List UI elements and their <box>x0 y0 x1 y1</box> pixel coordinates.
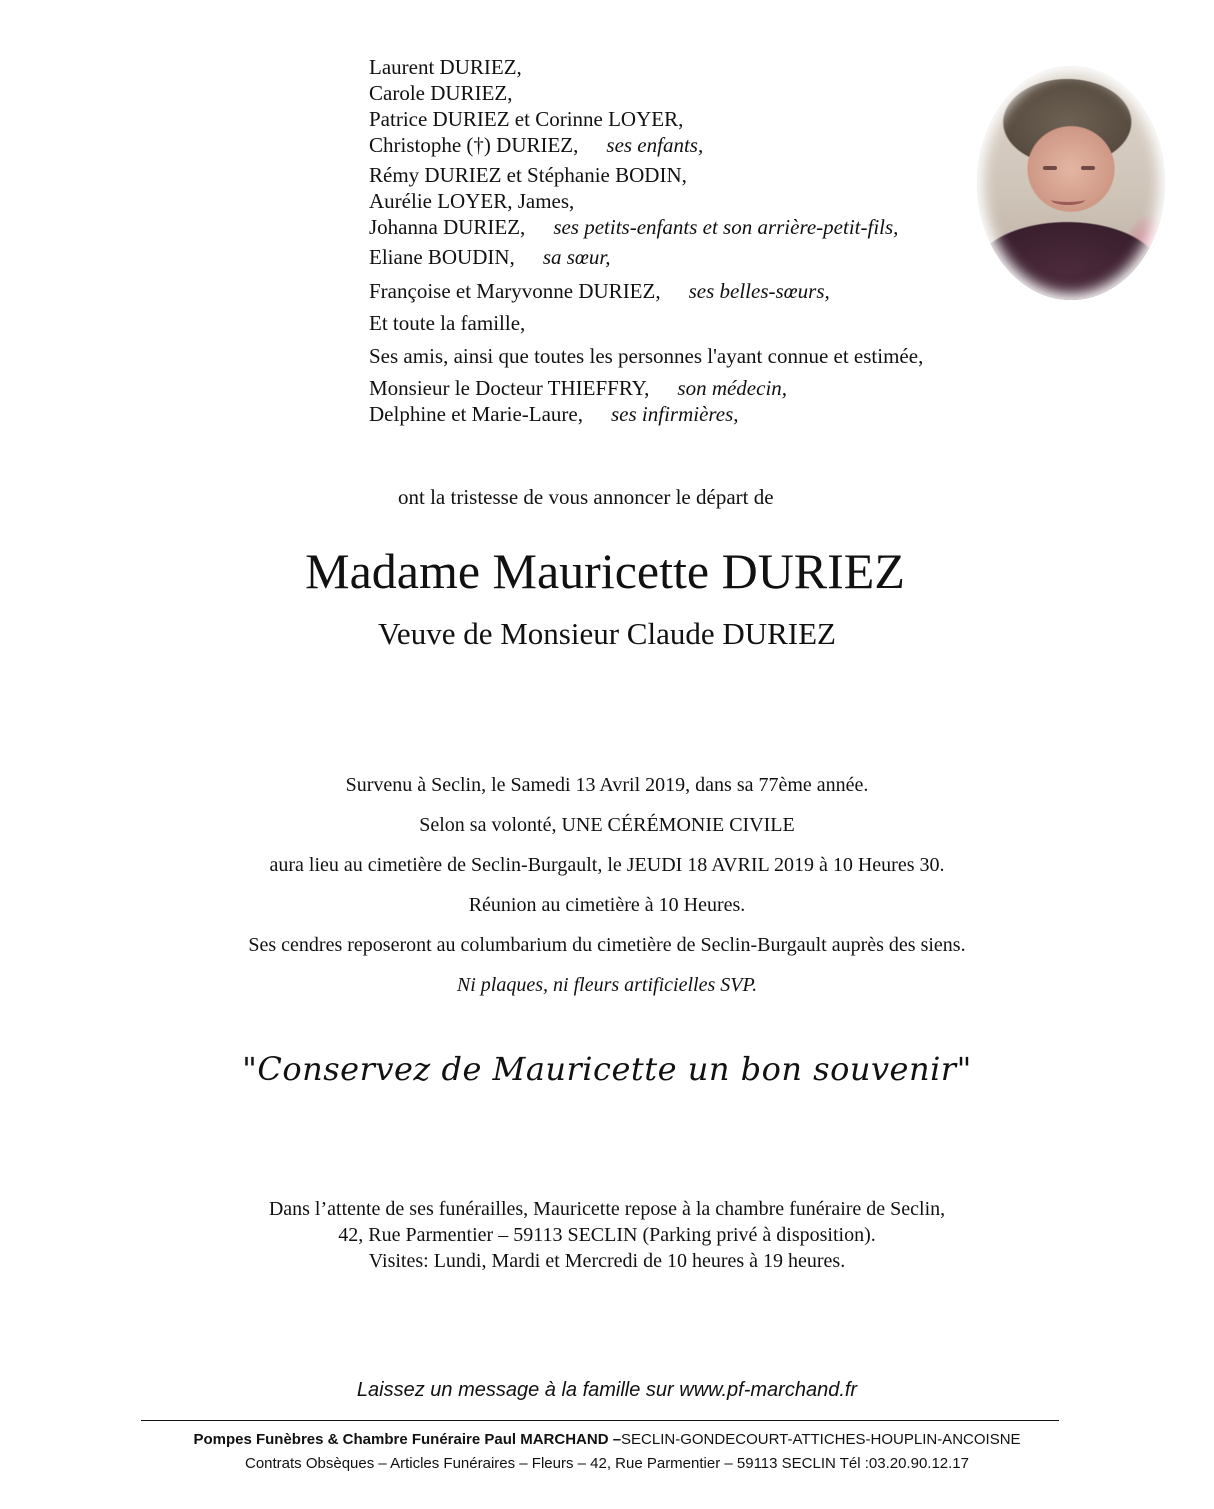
portrait-mouth <box>1051 194 1085 205</box>
family-line: Eliane BOUDIN, sa sœur, <box>369 245 611 269</box>
family-line: Delphine et Marie-Laure, ses infirmières, <box>369 402 739 426</box>
deceased-name: Madame Mauricette DURIEZ <box>305 543 905 599</box>
resting-line: Visites: Lundi, Mardi et Mercredi de 10 heures à 19 heures. <box>368 1250 846 1272</box>
resting-info <box>0 1196 1214 1274</box>
family-line: Laurent DURIEZ, <box>369 55 522 79</box>
relation: ses enfants, <box>606 133 704 157</box>
footer-services: Contrats Obsèques – Articles Funéraires – Fleurs – 42, Rue Parmentier – 59113 SECLIN Tél :03.20.90.12.17 <box>244 1455 969 1472</box>
detail-line: aura lieu au cimetière de Seclin-Burgault, le JEUDI 18 AVRIL 2019 à 10 Heures 30. <box>269 854 945 876</box>
widow-of: Veuve de Monsieur Claude DURIEZ <box>377 616 836 651</box>
company-locations: SECLIN-GONDECOURT-ATTICHES-HOUPLIN-ANCOISNE <box>621 1431 1021 1448</box>
family-line: Ses amis, ainsi que toutes les personnes l'ayant connue et estimée, <box>369 344 924 368</box>
family-list <box>369 54 923 427</box>
relation: ses petits-enfants et son arrière-petit-fils, <box>553 215 899 239</box>
announcement: ont la tristesse de vous annoncer le départ de <box>398 485 774 509</box>
resting-line: Dans l’attente de ses funérailles, Mauricette repose à la chambre funéraire de Seclin, <box>268 1198 946 1220</box>
resting-line: 42, Rue Parmentier – 59113 SECLIN (Parking privé à disposition). <box>338 1224 876 1246</box>
family-line: Et toute la famille, <box>369 311 526 335</box>
relation: ses belles-sœurs, <box>688 279 830 303</box>
portrait-photo <box>977 66 1165 300</box>
detail-line: Survenu à Seclin, le Samedi 13 Avril 2019, dans sa 77ème année. <box>345 774 869 796</box>
relation: son médecin, <box>677 376 788 400</box>
ceremony-details <box>0 770 1214 1010</box>
family-line: Rémy DURIEZ et Stéphanie BODIN, <box>369 163 687 187</box>
note: Ni plaques, ni fleurs artificielles SVP. <box>456 974 758 996</box>
portrait-eye <box>1081 166 1095 170</box>
family-line: Monsieur le Docteur THIEFFRY, son médecin, <box>369 376 788 400</box>
portrait-eye <box>1043 166 1057 170</box>
message-link[interactable]: Laissez un message à la famille sur www.pf-marchand.fr <box>356 1379 858 1401</box>
quote: "Conservez de Mauricette un bon souvenir" <box>242 1050 972 1088</box>
detail-line: Selon sa volonté, UNE CÉRÉMONIE CIVILE <box>419 814 795 836</box>
relation: sa sœur, <box>542 245 611 269</box>
family-line: Patrice DURIEZ et Corinne LOYER, <box>369 107 684 131</box>
relation: ses infirmières, <box>610 402 739 426</box>
family-line: Johanna DURIEZ, ses petits-enfants et son arrière-petit-fils, <box>369 215 899 239</box>
detail-line: Ses cendres reposeront au columbarium du cimetière de Seclin-Burgault auprès des siens. <box>248 934 966 956</box>
detail-line: Réunion au cimetière à 10 Heures. <box>468 894 746 916</box>
divider <box>141 1420 1059 1421</box>
family-line: Christophe (†) DURIEZ, ses enfants, <box>369 133 704 157</box>
family-line: Françoise et Maryvonne DURIEZ, ses belles-sœurs, <box>369 279 830 303</box>
family-line: Carole DURIEZ, <box>369 81 513 105</box>
footer-company <box>0 1431 1214 1448</box>
company-name: Pompes Funèbres & Chambre Funéraire Paul MARCHAND – <box>193 1431 622 1448</box>
family-line: Aurélie LOYER, James, <box>369 189 575 213</box>
